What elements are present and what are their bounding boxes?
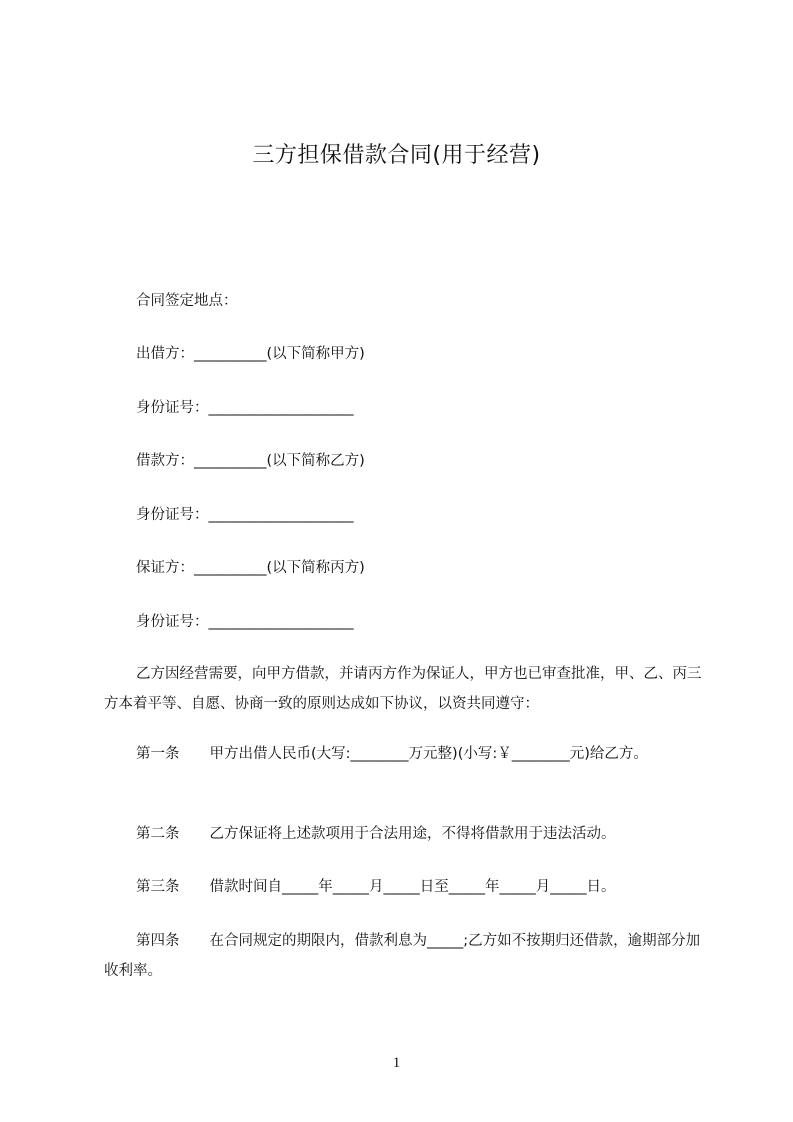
article-4-text: 在合同规定的期限内，借款利息为_____;乙方如不按期归还借款，逾期部分加收利率。 [104,933,701,979]
article-2-head: 第二条 [136,826,180,842]
article-1 [104,739,704,769]
article-3 [104,872,704,902]
article-1-head: 第一条 [136,746,180,762]
intro-text: 乙方因经营需要，向甲方借款，并请丙方作为保证人，甲方也已审查批准，甲、乙、丙三方本着平等、自愿、协商一致的原则达成如下协议，以资共同遵守： [104,666,702,712]
lender-id-line: 身份证号：____________________ [136,400,354,416]
borrower-id-line: 身份证号：____________________ [136,507,354,523]
contract-place-line: 合同签定地点： [136,293,238,309]
article-3-head: 第三条 [136,879,180,895]
lender-line: 出借方：__________(以下简称甲方) [136,346,365,362]
article-2 [104,819,704,849]
article-4-head: 第四条 [136,933,180,949]
article-1-text: 甲方出借人民币(大写:________万元整)(小写:￥________元)给乙方。 [209,746,648,762]
page-number: 1 [392,1055,401,1071]
article-3-text: 借款时间自_____年_____月_____日至_____年_____月_____日。 [209,879,616,895]
article-2-text: 乙方保证将上述款项用于合法用途，不得将借款用于违法活动。 [209,826,616,842]
guarantor-line: 保证方：__________(以下简称丙方) [136,560,365,576]
article-4 [104,926,704,986]
guarantor-id-line: 身份证号：____________________ [136,614,354,630]
borrower-line: 借款方：__________(以下简称乙方) [136,453,365,469]
intro-paragraph [104,659,704,719]
document-title: 三方担保借款合同(用于经营) [252,143,541,168]
